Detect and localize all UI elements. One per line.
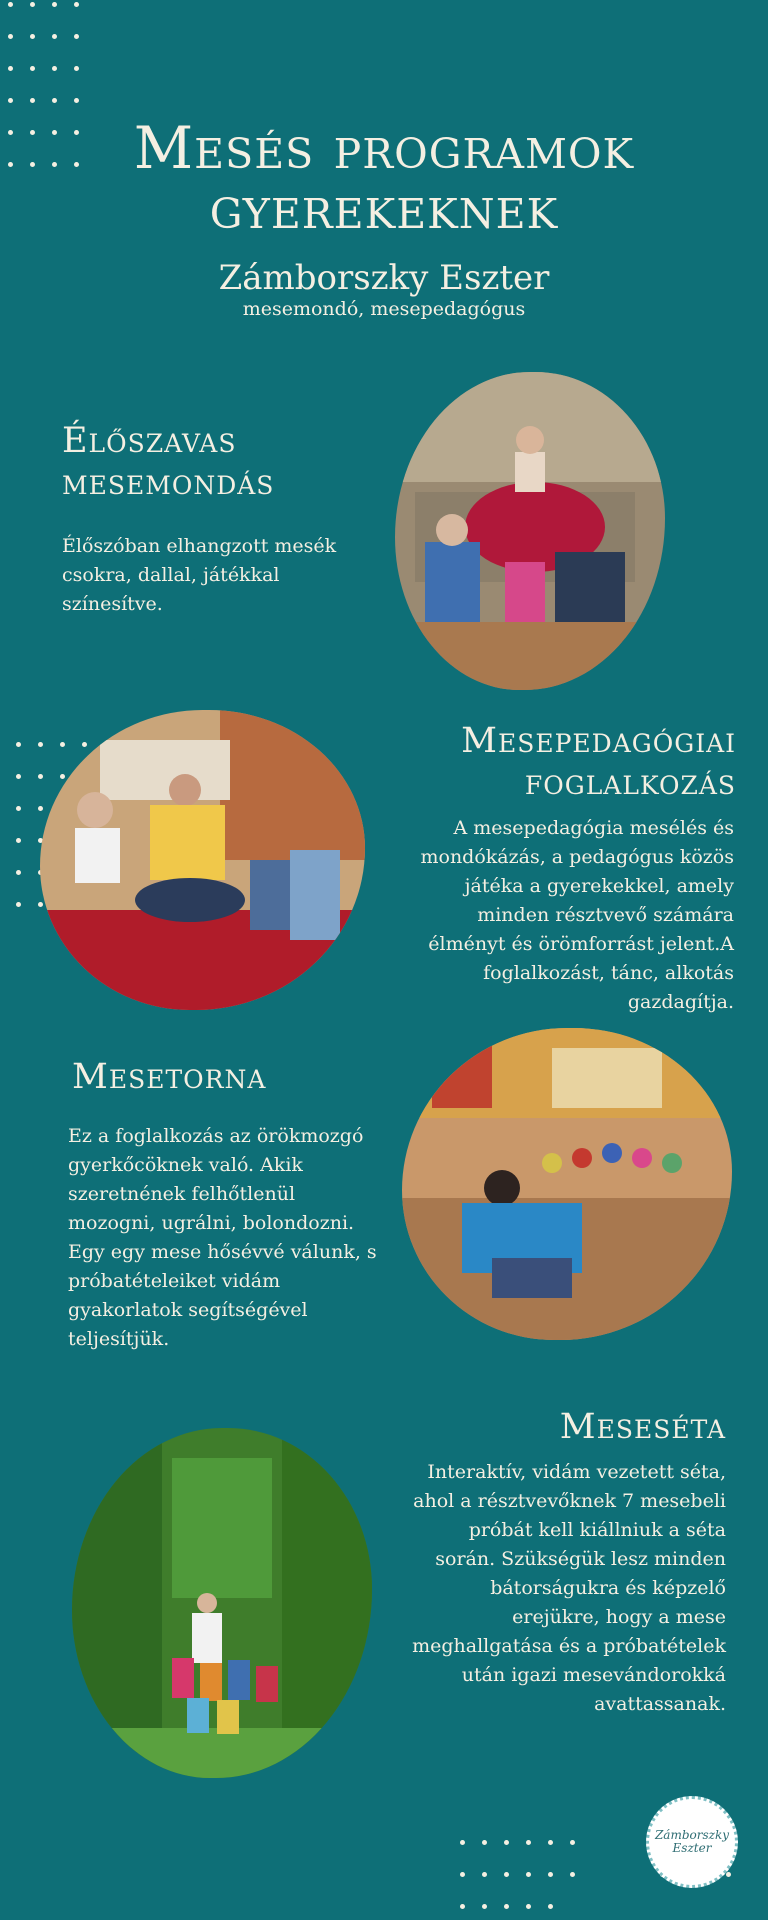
page-title-line-1: Mesés programok: [133, 114, 635, 182]
section-text-meseseta: Interaktív, vidám vezetett séta, ahol a résztvevőknek 7 mesebeli próbát kell kiállniuk a séta során. Szükségük lesz minden bátorságukra és képzelő erejükre, hogy a mese meghallgatása és a próbatételek után igazi mesevándorokká avattassanak.: [412, 1461, 726, 1715]
author-name: Zámborszky Eszter: [218, 258, 550, 298]
author-logo: [646, 1796, 738, 1888]
photo-storyteller-with-children: [395, 372, 665, 690]
photo-children-exercising: [402, 1028, 732, 1340]
page-title: [0, 114, 768, 242]
section-heading-meseseta: Meseséta: [559, 1407, 726, 1447]
section-text-mesepedagogia: A mesepedagógia mesélés és mondókázás, a pedagógus közös játéka a gyerekekkel, amely minden résztvevő számára élményt és örömforrást jelent.A foglalkozást, tánc, alkotás gazdagítja.: [420, 817, 734, 1013]
section-text-mesetorna: Ez a foglalkozás az örökmozgó gyerkőcöknek való. Akik szeretnének felhőtlenül mozogni, ugrálni, bolondozni. Egy egy mese hősévvé válunk, s próbatételeiket vidám gyakorlatok segítségével teljesítjük.: [68, 1125, 377, 1350]
logo-line-1: Zámborszky: [654, 1828, 730, 1842]
logo-line-2: Eszter: [672, 1841, 712, 1855]
section-heading-mesepedagogia: Mesepedagógiai foglalkozás: [461, 721, 736, 803]
page-title-line-2: gyerekeknek: [209, 174, 559, 242]
photo-teacher-with-children: [40, 710, 365, 1010]
photo-group-in-hedge-maze: [72, 1428, 372, 1778]
section-heading-mesetorna: Mesetorna: [72, 1057, 267, 1097]
section-heading-elo-szavas: Élőszavas mesemondás: [62, 421, 275, 503]
section-text-elo-szavas: Élőszóban elhangzott mesék csokra, dallal, játékkal színesítve.: [62, 535, 337, 615]
author-role: mesemondó, mesepedagógus: [242, 298, 526, 320]
